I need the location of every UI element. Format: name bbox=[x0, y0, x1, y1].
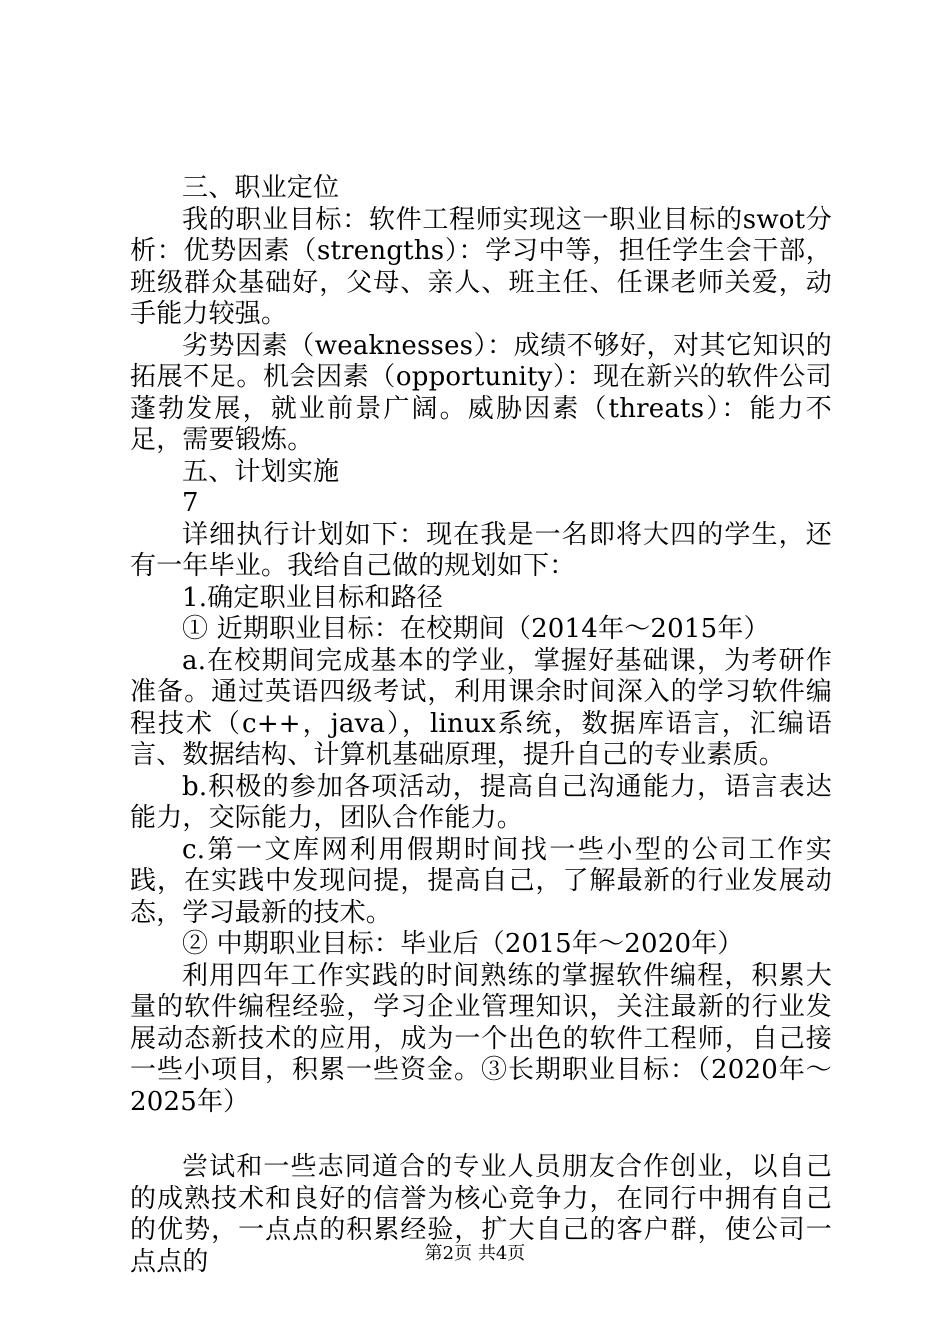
paragraph-gap bbox=[130, 1118, 832, 1152]
document-body bbox=[130, 173, 832, 1278]
paragraph-long-term-plan: 尝试和一些志同道合的专业人员朋友合作创业，以自己的成熟技术和良好的信誉为核心竞争力，在同行中拥有自己的优势，一点点的积累经验，扩大自己的客户群，使公司一点点的 bbox=[130, 1152, 832, 1277]
paragraph-item-a: a.在校期间完成基本的学业，掌握好基础课，为考研作准备。通过英语四级考试，利用课余时间深入的学习软件编程技术（c++，java），linux系统，数据库语言，汇编语言、数据结构、计算机基础原理，提升自己的专业素质。 bbox=[130, 645, 832, 770]
paragraph-number-marker: 7 bbox=[182, 488, 199, 518]
page-footer: 第2页 共4页 bbox=[424, 1243, 526, 1264]
paragraph-weaknesses-opportunities-threats: 劣势因素（weaknesses）：成绩不够好，对其它知识的拓展不足。机会因素（opportunity）：现在新兴的软件公司蓬勃发展，就业前景广阔。威胁因素（threats）：能力不足，需要锻炼。 bbox=[130, 330, 832, 455]
paragraph-item-b: b.积极的参加各项活动，提高自己沟通能力，语言表达能力，交际能力，团队合作能力。 bbox=[130, 771, 832, 833]
paragraph-item-c: c.第一文库网利用假期时间找一些小型的公司工作实践，在实践中发现问提，提高自己，了解最新的行业发展动态，学习最新的技术。 bbox=[130, 834, 832, 928]
section-heading-career-positioning: 三、职业定位 bbox=[182, 173, 340, 203]
subheading-mid-term-goal: ② 中期职业目标：毕业后（2015年～2020年） bbox=[182, 929, 744, 959]
paragraph-detailed-plan-intro: 详细执行计划如下：现在我是一名即将大四的学生，还有一年毕业。我给自己做的规划如下： bbox=[130, 519, 832, 581]
subheading-determine-goal-path: 1.确定职业目标和路径 bbox=[182, 582, 444, 613]
section-heading-plan-implementation: 五、计划实施 bbox=[182, 456, 340, 487]
paragraph-mid-term-plan: 利用四年工作实践的时间熟练的掌握软件编程，积累大量的软件编程经验，学习企业管理知识，关注最新的行业发展动态新技术的应用，成为一个出色的软件工程师，自己接一些小项目，积累一些资金。③长期职业目标：（2020年～2025年） bbox=[130, 960, 832, 1117]
paragraph-career-goal-strengths: 我的职业目标：软件工程师实现这一职业目标的swot分析：优势因素（strengths）：学习中等，担任学生会干部，班级群众基础好，父母、亲人、班主任、任课老师关爱，动手能力较强。 bbox=[130, 204, 832, 329]
subheading-short-term-goal: ① 近期职业目标：在校期间（2014年～2015年） bbox=[182, 614, 770, 644]
